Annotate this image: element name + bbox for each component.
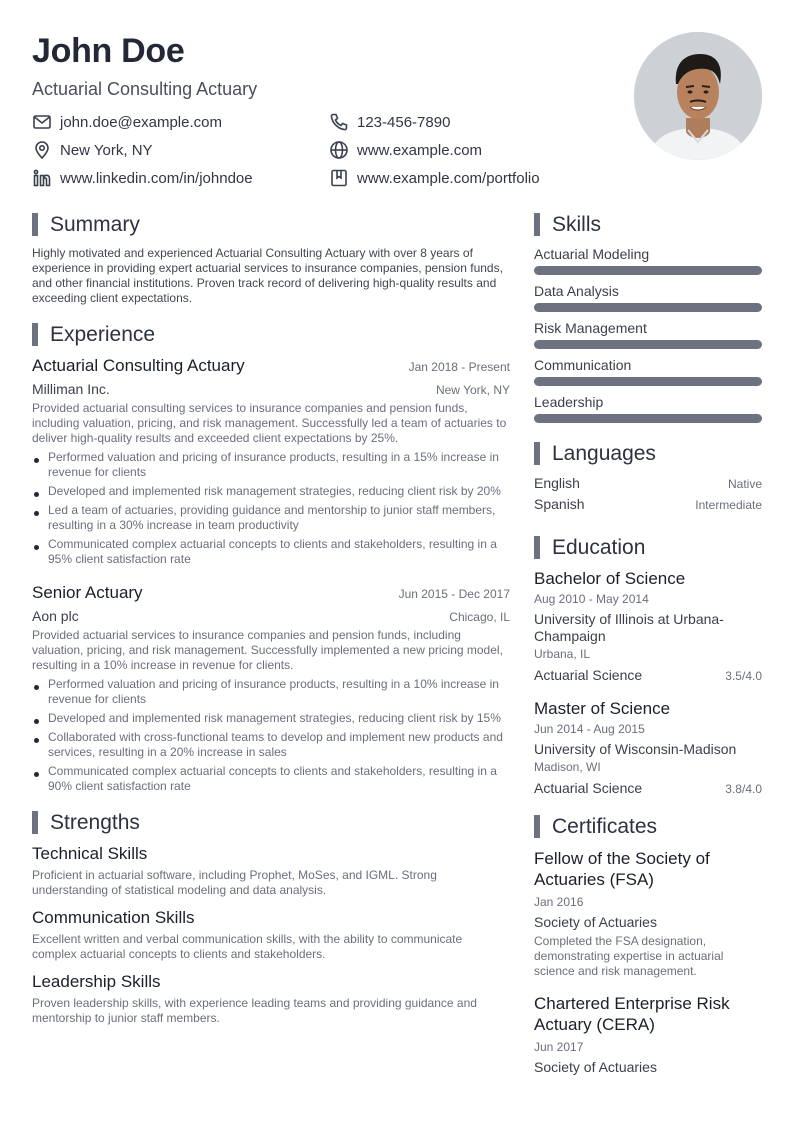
strength-text: Proven leadership skills, with experience leading teams and providing guidance and mentorship to junior staff members.: [32, 996, 477, 1025]
job-bullet: Performed valuation and pricing of insurance products, resulting in a 10% increase in revenue for clients: [32, 677, 510, 707]
skill-name: Risk Management: [534, 320, 647, 336]
candidate-name: John Doe: [32, 32, 185, 70]
job-bullet: Collaborated with cross-functional teams to develop and implement new products and services, resulting in a 20% increase in sales: [32, 730, 510, 760]
job-company: Milliman Inc.: [32, 381, 110, 397]
certificate-date: Jan 2016: [534, 895, 584, 909]
strength-title: Technical Skills: [32, 844, 148, 863]
certificate-issuer: Society of Actuaries: [534, 914, 657, 930]
skill-item: [534, 283, 762, 312]
globe-icon: [329, 140, 349, 160]
skills-heading: [534, 212, 762, 237]
job-description: Provided actuarial services to insurance companies and pension funds, including valuation, pricing, and risk management. Successfully implemented a new pricing model, resulting in a 10% increase in revenue for clients.: [32, 628, 503, 672]
job-bullet: Communicated complex actuarial concepts to clients and stakeholders, resulting in a 95% client satisfaction rate: [32, 537, 510, 567]
bookmark-icon: [329, 168, 349, 188]
strength-item: [32, 972, 510, 1026]
mail-icon: [32, 112, 52, 132]
heading-accent-bar: [534, 442, 540, 465]
job-description: Provided actuarial consulting services to insurance companies and pension funds, including valuation, pricing, and risk management. Successfully led a team of actuaries to deliver high-quality results and exceeded client expectations by 25%.: [32, 401, 507, 445]
job-entry: [32, 356, 510, 567]
certificate-issuer: Society of Actuaries: [534, 1059, 657, 1075]
skill-item: [534, 357, 762, 386]
heading-accent-bar: [32, 811, 38, 834]
contact-linkedin[interactable]: [32, 168, 329, 188]
contact-portfolio[interactable]: [329, 168, 592, 188]
job-location: New York, NY: [435, 383, 510, 397]
education-heading: [534, 535, 762, 560]
certificate-title: Fellow of the Society of Actuaries (FSA): [534, 849, 710, 889]
field-of-study: Actuarial Science: [534, 667, 643, 683]
summary-heading: [32, 212, 510, 237]
job-dates: Jan 2018 - Present: [408, 360, 510, 374]
skill-name: Data Analysis: [534, 283, 619, 299]
skill-level-bar: [534, 266, 762, 275]
location-text: New York, NY: [60, 141, 153, 159]
summary-title: Summary: [50, 212, 140, 236]
skill-level-bar: [534, 414, 762, 423]
skill-level-bar: [534, 303, 762, 312]
profile-photo: [634, 32, 762, 160]
language-item: [534, 475, 762, 496]
job-bullet: Performed valuation and pricing of insurance products, resulting in a 15% increase in revenue for clients: [32, 450, 510, 480]
skill-name: Leadership: [534, 394, 604, 410]
contact-website[interactable]: [329, 140, 592, 160]
candidate-title: Actuarial Consulting Actuary: [32, 79, 258, 99]
experience-title: Experience: [50, 322, 156, 346]
heading-accent-bar: [534, 213, 540, 236]
education-title: Education: [552, 535, 646, 559]
language-name: Spanish: [534, 496, 585, 512]
strength-title: Leadership Skills: [32, 972, 161, 991]
heading-accent-bar: [534, 815, 540, 838]
language-name: English: [534, 475, 580, 491]
skills-title: Skills: [552, 212, 602, 236]
heading-accent-bar: [32, 213, 38, 236]
portfolio-text: www.example.com/portfolio: [357, 169, 540, 187]
education-entry: [534, 569, 762, 683]
languages-title: Languages: [552, 441, 656, 465]
institution-name: University of Illinois at Urbana-Champaign: [534, 611, 724, 644]
skill-level-bar: [534, 340, 762, 349]
main-column: [32, 212, 510, 1036]
job-role: Senior Actuary: [32, 583, 143, 602]
summary-text: Highly motivated and experienced Actuarial Consulting Actuary with over 8 years of experience in providing expert actuarial services to insurance companies, pension funds, and other financial institutions. Proven track record of delivering high-quality results and exceeding client expectations.: [32, 246, 503, 305]
job-bullet: Developed and implemented risk management strategies, reducing client risk by 20%: [32, 484, 510, 499]
language-level: Intermediate: [695, 498, 762, 512]
email-text: john.doe@example.com: [60, 113, 222, 131]
gpa: 3.5/4.0: [725, 669, 762, 683]
degree-title: Bachelor of Science: [534, 569, 686, 588]
linkedin-icon: [32, 168, 52, 188]
strength-text: Proficient in actuarial software, including Prophet, MoSes, and IGML. Strong understanding of statistical modeling and data analysis.: [32, 868, 437, 897]
certificate-title: Chartered Enterprise Risk Actuary (CERA): [534, 994, 730, 1034]
gpa: 3.8/4.0: [725, 782, 762, 796]
skill-item: [534, 246, 762, 275]
skill-item: [534, 320, 762, 349]
languages-heading: [534, 441, 762, 466]
heading-accent-bar: [534, 536, 540, 559]
institution-location: Urbana, IL: [534, 647, 591, 661]
strengths-heading: [32, 810, 510, 835]
language-level: Native: [727, 477, 762, 491]
strength-text: Excellent written and verbal communication skills, with the ability to communicate complex actuarial concepts to clients and stakeholders.: [32, 932, 463, 961]
job-dates: Jun 2015 - Dec 2017: [398, 587, 510, 601]
job-entry: [32, 583, 510, 794]
phone-icon: [329, 112, 349, 132]
contact-phone[interactable]: [329, 112, 592, 132]
education-dates: Aug 2010 - May 2014: [534, 592, 649, 606]
language-item: [534, 496, 762, 517]
certificate-entry: [534, 993, 762, 1075]
strength-item: [32, 908, 510, 962]
experience-heading: [32, 322, 510, 347]
contact-email[interactable]: [32, 112, 329, 132]
website-text: www.example.com: [357, 141, 483, 159]
job-bullet: Led a team of actuaries, providing guidance and mentorship to junior staff members, resulting in a 30% increase in team productivity: [32, 503, 510, 533]
contact-location: [32, 140, 329, 160]
strength-item: [32, 844, 510, 898]
location-pin-icon: [32, 140, 52, 160]
job-role: Actuarial Consulting Actuary: [32, 356, 245, 375]
contact-list: [32, 112, 592, 188]
field-of-study: Actuarial Science: [534, 780, 643, 796]
side-column: [534, 212, 762, 1089]
phone-text: 123-456-7890: [357, 113, 451, 131]
certificate-description: Completed the FSA designation, demonstrating expertise in actuarial science and risk management.: [534, 934, 724, 978]
job-bullets: [32, 677, 510, 794]
education-dates: Jun 2014 - Aug 2015: [534, 722, 645, 736]
strengths-title: Strengths: [50, 810, 140, 834]
job-bullets: [32, 450, 510, 567]
heading-accent-bar: [32, 323, 38, 346]
certificates-title: Certificates: [552, 814, 658, 838]
education-entry: [534, 699, 762, 796]
skill-level-bar: [534, 377, 762, 386]
certificate-date: Jun 2017: [534, 1040, 584, 1054]
institution-name: University of Wisconsin-Madison: [534, 741, 737, 757]
institution-location: Madison, WI: [534, 760, 601, 774]
degree-title: Master of Science: [534, 699, 671, 718]
strength-title: Communication Skills: [32, 908, 195, 927]
skill-name: Actuarial Modeling: [534, 246, 650, 262]
job-bullet: Communicated complex actuarial concepts to clients and stakeholders, resulting in a 90% client satisfaction rate: [32, 764, 510, 794]
job-bullet: Developed and implemented risk management strategies, reducing client risk by 15%: [32, 711, 510, 726]
skill-item: [534, 394, 762, 423]
job-location: Chicago, IL: [449, 610, 510, 624]
certificates-heading: [534, 814, 762, 839]
linkedin-text: www.linkedin.com/in/johndoe: [60, 169, 253, 187]
skill-name: Communication: [534, 357, 632, 373]
job-company: Aon plc: [32, 608, 79, 624]
certificate-entry: [534, 848, 762, 979]
